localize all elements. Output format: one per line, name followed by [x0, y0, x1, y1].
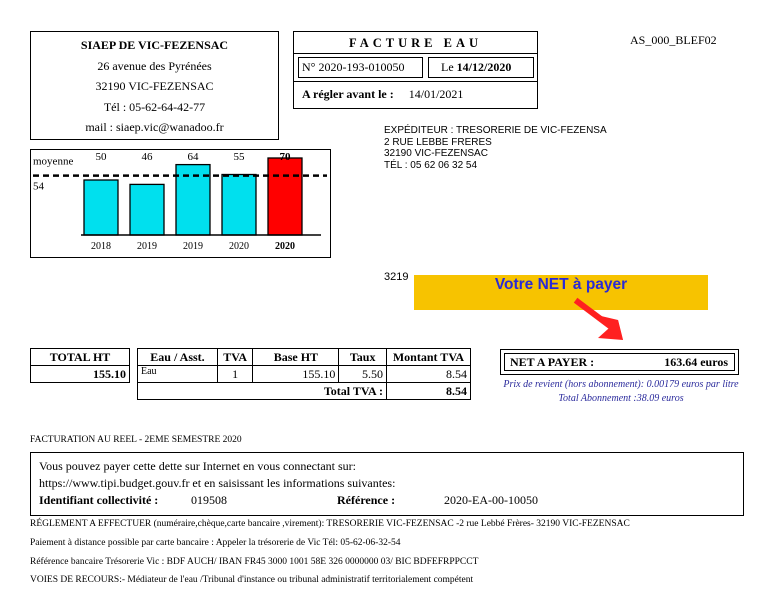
vat-table	[137, 348, 471, 400]
sender-email: mail : siaep.vic@wanadoo.fr	[85, 120, 224, 134]
total-ht-value: 155.10	[31, 366, 130, 383]
table-row	[138, 366, 471, 383]
chart-category-label: 2020	[275, 241, 295, 252]
document-code: AS_000_BLEF02	[630, 33, 717, 47]
vat-header-montant: Montant TVA	[386, 349, 470, 366]
chart-average-label: moyenne	[33, 155, 74, 168]
chart-value-label: 70	[279, 151, 291, 163]
footer-paiement: Paiement à distance possible par carte bancaire : Appeler la trésorerie de Vic Tél: 05-62-06-32-54	[30, 538, 401, 548]
chart-value-label: 50	[95, 151, 107, 163]
chart-bar	[84, 180, 118, 235]
invoice-title: FACTURE EAU	[294, 32, 537, 54]
chart-value-label: 64	[187, 151, 199, 163]
sender-address-line1: 26 avenue des Pyrénées	[97, 58, 212, 73]
chart-category-label: 2019	[137, 241, 157, 252]
chart-category-label: 2020	[229, 241, 249, 252]
tipi-identifiers-row	[39, 492, 743, 509]
ident-label: Identifiant collectivité :	[39, 493, 159, 507]
invoice-due-row	[294, 81, 537, 107]
vat-total-label: Total TVA :	[138, 383, 387, 400]
vat-cell-taux: 5.50	[339, 366, 387, 383]
chart-bar	[268, 158, 302, 235]
vat-cell-base: 155.10	[253, 366, 339, 383]
footer-reglement: RÉGLEMENT A EFFECTUER (numéraire,chèque,carte bancaire ,virement): TRESORERIE VIC-FEZENSAC -2 rue Lebbé Frères- 32190 VIC-FEZENSAC	[30, 519, 630, 529]
vat-cell-montant: 8.54	[386, 366, 470, 383]
net-to-pay-box	[500, 349, 739, 375]
invoice-header-box	[293, 31, 538, 109]
sender-phone: Tél : 05-62-64-42-77	[103, 99, 206, 114]
vat-header-taux: Taux	[339, 349, 387, 366]
total-abonnement: Total Abonnement :38.09 euros	[558, 393, 684, 404]
invoice-number: N° 2020-193-010050	[298, 57, 423, 78]
vat-header-tva: TVA	[217, 349, 252, 366]
tipi-line2: https://www.tipi.budget.gouv.fr et en saisissant les informations suivantes:	[39, 476, 396, 490]
due-date-value: 14/01/2021	[408, 87, 464, 101]
expediteur-line2: 2 RUE LEBBE FRERES	[384, 136, 492, 148]
invoice-date: 14/12/2020	[456, 60, 512, 74]
invoice-date-prefix: Le	[441, 60, 454, 74]
vat-cell-tva: 1	[217, 366, 252, 383]
consumption-chart-box	[30, 149, 331, 258]
consumption-chart	[31, 150, 330, 257]
footer-banque: Référence bancaire Trésorerie Vic : BDF AUCH/ IBAN FR45 3000 1001 58E 326 0000000 03/ BIC BDFEFRPPCCT	[30, 557, 479, 567]
net-to-pay-inner	[504, 353, 735, 371]
vat-table-header	[138, 349, 471, 366]
online-payment-box	[30, 452, 744, 516]
billing-period: FACTURATION AU REEL - 2EME SEMESTRE 2020	[30, 435, 242, 445]
price-info	[478, 378, 764, 406]
expediteur-line3: 32190 VIC-FEZENSAC	[384, 148, 488, 159]
due-date-label: A régler avant le :	[302, 87, 394, 101]
sender-name: SIAEP DE VIC-FEZENSAC	[80, 38, 229, 52]
expediteur-line4: TÉL : 05 62 06 32 54	[384, 159, 478, 171]
expediteur-block	[384, 125, 607, 171]
invoice-date-box	[428, 57, 534, 78]
net-to-pay-label: NET A PAYER :	[510, 355, 595, 369]
vat-total-value: 8.54	[386, 383, 470, 400]
ident-value: 019508	[191, 493, 227, 507]
vat-total-row	[138, 383, 471, 400]
net-banner-label: Votre NET à payer	[494, 276, 628, 293]
vat-header-service: Eau / Asst.	[138, 349, 218, 366]
sender-address-line2: 32190 VIC-FEZENSAC	[95, 79, 214, 93]
sender-address-box	[30, 31, 279, 140]
footer-recours: VOIES DE RECOURS:- Médiateur de l'eau /Tribunal d'instance ou tribunal administratif territorialement compétent	[30, 575, 474, 585]
expediteur-line1: EXPÉDITEUR : TRESORERIE DE VIC-FEZENSA	[384, 125, 607, 136]
tipi-line1: Vous pouvez payer cette dette sur Internet en vous connectant sur:	[39, 459, 357, 473]
total-ht-label: TOTAL HT	[31, 349, 130, 366]
net-to-pay-amount: 163.64 euros	[664, 355, 728, 369]
chart-value-label: 55	[233, 151, 245, 163]
chart-category-label: 2019	[183, 241, 203, 252]
vat-cell-service: Eau	[138, 366, 218, 383]
chart-average-value: 54	[33, 180, 44, 193]
reference-value: 2020-EA-00-10050	[444, 493, 538, 507]
chart-value-label: 46	[141, 151, 153, 163]
vat-header-base: Base HT	[253, 349, 339, 366]
recipient-postcode-partial: 3219	[384, 271, 409, 283]
chart-bar	[130, 184, 164, 235]
chart-category-label: 2018	[91, 241, 111, 252]
reference-label: Référence :	[337, 493, 396, 507]
total-ht-table	[30, 348, 130, 383]
chart-bar	[222, 175, 256, 236]
prix-revient: Prix de revient (hors abonnement): 0.00179 euros par litre	[503, 379, 739, 390]
red-arrow-icon	[570, 296, 630, 346]
